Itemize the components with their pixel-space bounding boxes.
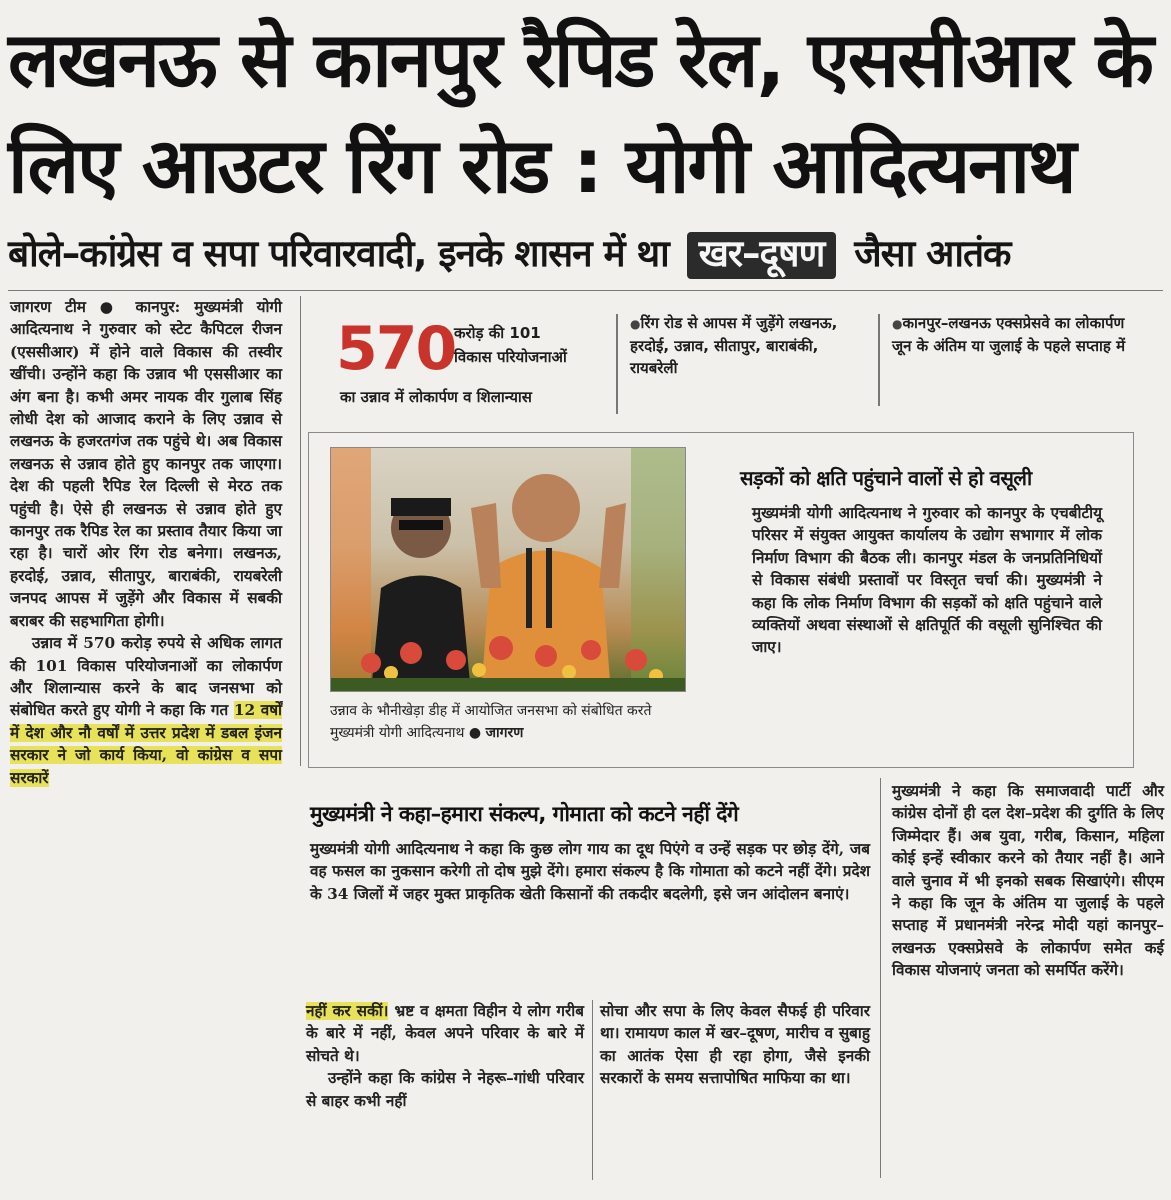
info-box-expressway: ● कानपुर–लखनऊ एक्सप्रेसवे का लोकार्पण जून के अंतिम या जुलाई के पहले सप्ताह में [892,312,1126,357]
info-divider [878,314,880,406]
subhead-tail: जैसा आतंक [854,232,1011,275]
right-column-divider [880,778,881,1178]
info-bar [318,304,1126,416]
info-box-ring-road: ● रिंग रोड से आपस में जुड़ेंगे लखनऊ, हरदोई, उन्नाव, सीतापुर, बाराबंकी, रायबरेली [630,312,870,379]
bottom-divider [592,1000,593,1180]
subhead-text: बोले–कांग्रेस व सपा परिवारवादी, इनके शासन में था [8,232,669,275]
divider [8,290,1163,291]
left-column [10,296,282,1196]
bottom-column-2: सोचा और सपा के लिए केवल सैफई ही परिवार था। रामायण काल में खर–दूषण, मारीच व सुबाहु का आतंक ऐसा ही रहा होगा, जैसे इनकी सरकारों के समय सत्तापोषित माफिया का था। [600,1002,870,1088]
subheadline [8,226,1168,282]
headline-line-2: लिए आउटर रिंग रोड : योगी आदित्यनाथ [8,121,1075,210]
photo-illustration [331,448,686,692]
photo-caption [330,700,700,744]
left-paragraph-2-highlight: 12 वर्षों में देश और नौ वर्षों में उत्तर प्रदेश में डबल इंजन सरकार ने जो कार्य किया, वो कांग्रेस व सपा सरकारें [10,701,283,787]
bottom-column-1 [306,1000,584,1112]
side-story-body: मुख्यमंत्री योगी आदित्यनाथ ने गुरुवार को कानपुर के एचबीटीयू परिसर में संयुक्त आयुक्त कार्यालय के उद्योग सभागार में लोक निर्माण विभाग की बैठक ली। कानपुर मंडल के जनप्रतिनिधियों से विकास संबंधी प्रस्तावों पर विस्तृत चर्चा की। मुख्यमंत्री ने कहा कि लोक निर्माण विभाग की सड़कों को क्षति पहुंचाने वाले व्यक्तियों अथवा संस्थाओं से क्षतिपूर्ति की वसूली सुनिश्चित की जाए। [752,504,1102,657]
big-number: 570 [336,314,456,384]
info-box-1-line-3: का उन्नाव में लोकार्पण व शिलान्यास [340,388,532,406]
bottom-col-1-highlight: नहीं कर सकीं। [306,1002,389,1020]
bottom-col-1-text: भ्रष्ट व क्षमता विहीन ये लोग गरीब के बारे में नहीं, केवल अपने परिवार के बारे में सोचते थे। [306,1002,584,1065]
bottom-col-1-paragraph-2: उन्होंने कहा कि कांग्रेस ने नेहरू–गांधी परिवार से बाहर कभी नहीं [306,1069,584,1110]
info-box-1-line-1: करोड़ की 101 [454,324,541,342]
mid-story-heading: मुख्यमंत्री ने कहा–हमारा संकल्प, गोमाता को कटने नहीं देंगे [310,802,739,826]
info-box-1-line-2: विकास परियोजनाओं [454,348,567,366]
photo-credit: जागरण [485,725,524,741]
caption-dot: ● [468,725,482,741]
speech-photo [330,447,686,692]
photo-caption-text: उन्नाव के भौनीखेड़ा डीह में आयोजित जनसभा को संबोधित करते मुख्यमंत्री योगी आदित्यनाथ [330,703,652,741]
column-divider [300,296,301,766]
left-paragraph-2-text: उन्नाव में 570 करोड़ रुपये से अधिक लागत की 101 विकास परियोजनाओं का लोकार्पण और शिलान्यास करने के बाद जनसभा को संबोधित करते हुए योगी ने कहा कि गत [10,634,282,720]
mid-story-body: मुख्यमंत्री योगी आदित्यनाथ ने कहा कि कुछ लोग गाय का दूध पिएंगे व उन्हें सड़क पर छोड़ देंगे, जब वह फसल का नुकसान करेगी तो दोष मुझे देंगे। हमारा संकल्प है कि गोमाता को कटने नहीं देंगे। प्रदेश के 34 जिलों में जहर मुक्त प्राकृतिक खेती किसानों की तकदीर बदलेगी, इसे जन आंदोलन बनाएं। [310,840,870,903]
left-paragraph-1: जागरण टीम ● कानपुर: मुख्यमंत्री योगी आदित्यनाथ ने गुरुवार को स्टेट कैपिटल रीजन (एससीआर) में होने वाले विकास की तस्वीर खींची। उन्होंने कहा कि उन्नाव भी एससीआर का अंग बना है। कभी अमर नायक वीर गुलाब सिंह लोधी देश को आजाद कराने के लिए उन्नाव से लखनऊ के हजरतगंज तक पहुंचे थे। अब विकास लखनऊ से उन्नाव होते हुए कानपुर तक जाएगा। देश की पहली रैपिड रेल दिल्ली से मेरठ तक पहुंची है। ऐसे ही लखनऊ से उन्नाव होते हुए कानपुर तक रैपिड रेल का प्रस्ताव तैयार किया जा रहा है। चारों ओर रिंग रोड बनेगा। लखनऊ, हरदोई, उन्नाव, सीतापुर, बाराबंकी, रायबरेली जनपद आपस में जुड़ेंगे और विकास में सबकी बराबर की सहभागिता होगी। [10,298,282,630]
right-column: मुख्यमंत्री ने कहा कि समाजवादी पार्टी और कांग्रेस दोनों ही दल देश–प्रदेश की दुर्गति के लिए जिम्मेदार हैं। अब युवा, गरीब, किसान, महिला कोई इन्हें स्वीकार करने को तैयार नहीं है। आने वाले चुनाव में भी इनको सबक सिखाएंगे। सीएम ने कहा कि जून के अंतिम या जुलाई के पहले सप्ताह में प्रधानमंत्री नरेन्द्र मोदी यहां कानपुर–लखनऊ एक्सप्रेसवे के लोकार्पण समेत कई विकास योजनाएं जनता को समर्पित करेंगे। [892,782,1164,980]
side-story-heading: सड़कों को क्षति पहुंचाने वालों से हो वसूली [740,466,1032,490]
info-box-projects [322,314,618,414]
subhead-boxed-term: खर–दूषण [687,232,837,279]
left-paragraph-2 [10,632,282,789]
bottom-col-1-paragraph [306,1000,584,1067]
headline-line-1: लखनऊ से कानपुर रैपिड रेल, एससीआर के [8,15,1152,104]
